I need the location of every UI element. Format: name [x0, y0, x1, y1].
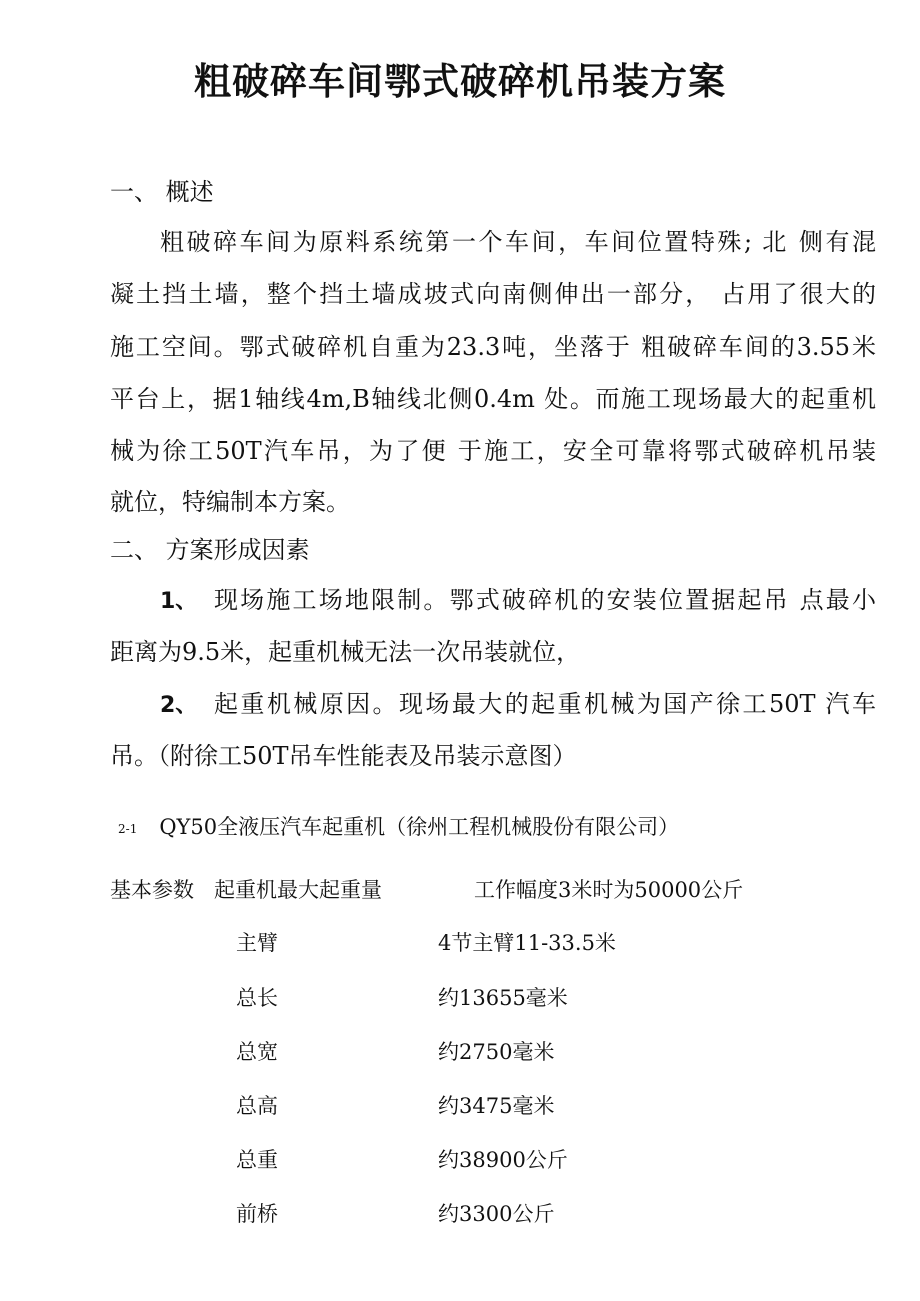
paragraph-line: 粗破碎车间为原料系统第一个车间，车间位置特殊; 北 侧有混: [160, 228, 876, 256]
param-value: 约38900公斤: [438, 1148, 568, 1172]
paragraph-line: 平台上，据1轴线4m,B轴线北侧0.4m 处。而施工现场最大的起重机: [110, 385, 876, 413]
table-caption-text: QY50全液压汽车起重机（徐州工程机械股份有限公司）: [159, 815, 680, 839]
table-number: 2-1: [118, 822, 138, 836]
param-value: 约3300公斤: [438, 1202, 555, 1226]
param-value: 4节主臂11-33.5米: [438, 931, 616, 955]
list-item-number: 2、: [160, 693, 198, 718]
paragraph-line: 施工空间。鄂式破碎机自重为23.3吨，坐落于 粗破碎车间的3.55米: [110, 333, 876, 361]
param-label: 前桥: [236, 1202, 278, 1226]
param-label: 总长: [236, 986, 278, 1010]
paragraph-line: 凝土挡土墙，整个挡土墙成坡式向南侧伸出一部分， 占用了很大的: [110, 280, 876, 308]
param-label: 起重机最大起重量: [214, 878, 382, 902]
param-value: 约13655毫米: [438, 986, 568, 1010]
param-value: 约3475毫米: [438, 1094, 555, 1118]
param-label: 总高: [236, 1094, 278, 1118]
paragraph-line: 械为徐工50T汽车吊，为了便 于施工，安全可靠将鄂式破碎机吊装: [110, 437, 876, 465]
param-value: 工作幅度3米时为50000公斤: [474, 878, 744, 902]
document-title: 粗破碎车间鄂式破碎机吊装方案: [194, 60, 726, 103]
list-item-line: 吊。（附徐工50T吊车性能表及吊装示意图）: [110, 742, 577, 770]
paragraph-line: 就位，特编制本方案。: [110, 488, 350, 516]
section-heading-overview: 一、 概述: [110, 178, 214, 206]
param-label: 总重: [236, 1148, 278, 1172]
section-heading-factors: 二、 方案形成因素: [110, 536, 310, 564]
param-label: 主臂: [236, 931, 278, 955]
list-item-line: 距离为9.5米，起重机械无法一次吊装就位，: [110, 638, 581, 666]
table-caption: [118, 812, 679, 844]
param-group-label: 基本参数: [110, 878, 194, 902]
list-item-line: 起重机械原因。现场最大的起重机械为国产徐工50T 汽车: [214, 690, 876, 718]
param-label: 总宽: [236, 1040, 278, 1064]
list-item-line: 现场施工场地限制。鄂式破碎机的安装位置据起吊 点最小: [214, 586, 876, 614]
param-value: 约2750毫米: [438, 1040, 555, 1064]
list-item-number: 1、: [160, 589, 198, 614]
